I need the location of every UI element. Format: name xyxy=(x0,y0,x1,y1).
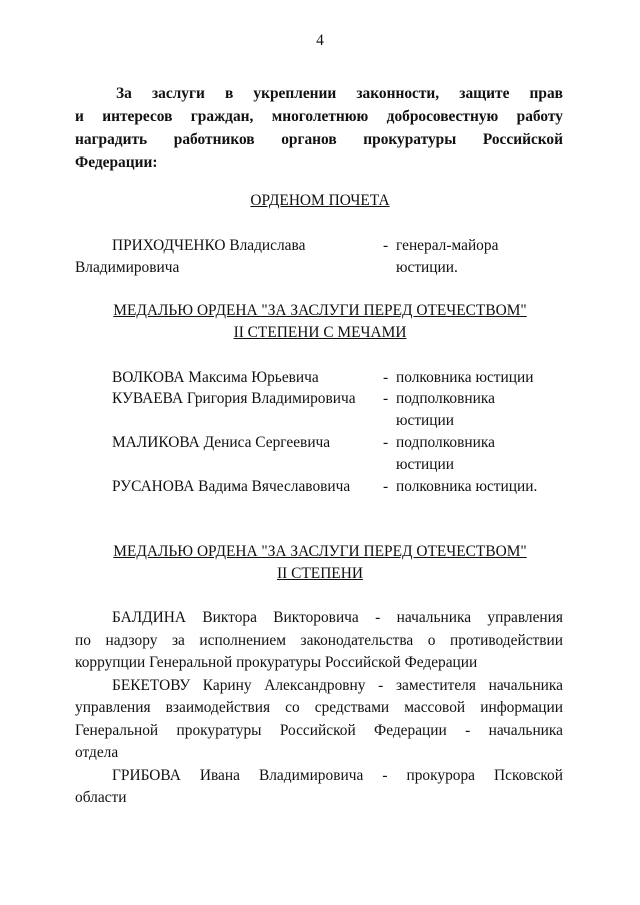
awardee-dash: - xyxy=(383,237,389,254)
intro-word: законности, xyxy=(356,85,440,102)
intro-word: прав xyxy=(529,85,563,102)
intro-word: защите xyxy=(459,85,510,102)
section-heading-medal: МЕДАЛЬЮ ОРДЕНА "ЗА ЗАСЛУГИ ПЕРЕД ОТЕЧЕСТВОМ" xyxy=(113,543,527,560)
intro-line-4: Федерации: xyxy=(75,154,158,171)
paragraph-line: БЕКЕТОВУ Карину Александровну - заместителя начальника xyxy=(112,677,563,694)
intro-word: многолетнюю xyxy=(271,108,369,125)
paragraph-line: отдела xyxy=(75,744,119,761)
intro-line-3 xyxy=(75,129,563,151)
page-number: 4 xyxy=(316,32,324,49)
intro-word: прокуратуры xyxy=(363,131,457,148)
awardee-name: РУСАНОВА Вадима Вячеславовича xyxy=(112,478,351,495)
awardee-rank: подполковника xyxy=(396,434,495,451)
intro-word: органов xyxy=(281,131,337,148)
section-heading-order-of-honour: ОРДЕНОМ ПОЧЕТА xyxy=(250,192,390,209)
awardee-name-continued: Владимировича xyxy=(75,259,180,276)
intro-word: Российской xyxy=(482,131,563,148)
intro-word: добросовестную xyxy=(386,108,499,125)
intro-word: работу xyxy=(516,108,563,125)
section-subheading-medal: II СТЕПЕНИ xyxy=(277,565,363,582)
awardee-rank-continued: юстиции. xyxy=(396,259,458,276)
intro-word: в xyxy=(224,85,234,102)
awardee-dash: - xyxy=(383,434,389,451)
awardee-name: ВОЛКОВА Максима Юрьевича xyxy=(112,369,319,386)
paragraph-line: управления взаимодействия со средствами массовой информации xyxy=(75,699,563,716)
intro-word: граждан, xyxy=(190,108,254,125)
awardee-rank: полковника юстиции. xyxy=(396,478,538,495)
awardee-dash: - xyxy=(383,369,389,386)
awardee-rank: генерал-майора xyxy=(396,237,499,254)
intro-word: За xyxy=(116,85,132,102)
paragraph-line: ГРИБОВА Ивана Владимировича - прокурора Псковской xyxy=(112,767,563,784)
intro-word: и xyxy=(75,108,84,125)
awardee-rank-continued: юстиции xyxy=(396,412,455,429)
paragraph-line: по надзору за исполнением законодательства о противодействии xyxy=(75,632,563,649)
intro-word: укреплении xyxy=(253,85,337,102)
intro-line-1 xyxy=(116,83,563,105)
intro-word: наградить xyxy=(75,131,148,148)
awardee-name: МАЛИКОВА Дениса Сергеевича xyxy=(112,434,331,451)
paragraph-line: Генеральной прокуратуры Российской Федерации - начальника xyxy=(75,722,563,739)
awardee-name: КУВАЕВА Григория Владимировича xyxy=(112,390,356,407)
paragraph-line: БАЛДИНА Виктора Викторовича - начальника управления xyxy=(112,609,563,626)
paragraph-line: области xyxy=(75,789,127,806)
intro-word: работников xyxy=(173,131,255,148)
section-heading-medal-with-swords: МЕДАЛЬЮ ОРДЕНА "ЗА ЗАСЛУГИ ПЕРЕД ОТЕЧЕСТВОМ" xyxy=(113,302,527,319)
awardee-rank: подполковника xyxy=(396,390,495,407)
awardee-name: ПРИХОДЧЕНКО Владислава xyxy=(112,237,306,254)
intro-word: интересов xyxy=(102,108,173,125)
awardee-dash: - xyxy=(383,478,389,495)
section-subheading-medal-with-swords: II СТЕПЕНИ С МЕЧАМИ xyxy=(233,324,407,341)
paragraph-line: коррупции Генеральной прокуратуры Российской Федерации xyxy=(75,654,478,671)
intro-line-2 xyxy=(75,106,563,128)
awardee-rank-continued: юстиции xyxy=(396,456,455,473)
awardee-dash: - xyxy=(383,390,389,407)
intro-word: заслуги xyxy=(151,85,205,102)
awardee-rank: полковника юстиции xyxy=(396,369,534,386)
